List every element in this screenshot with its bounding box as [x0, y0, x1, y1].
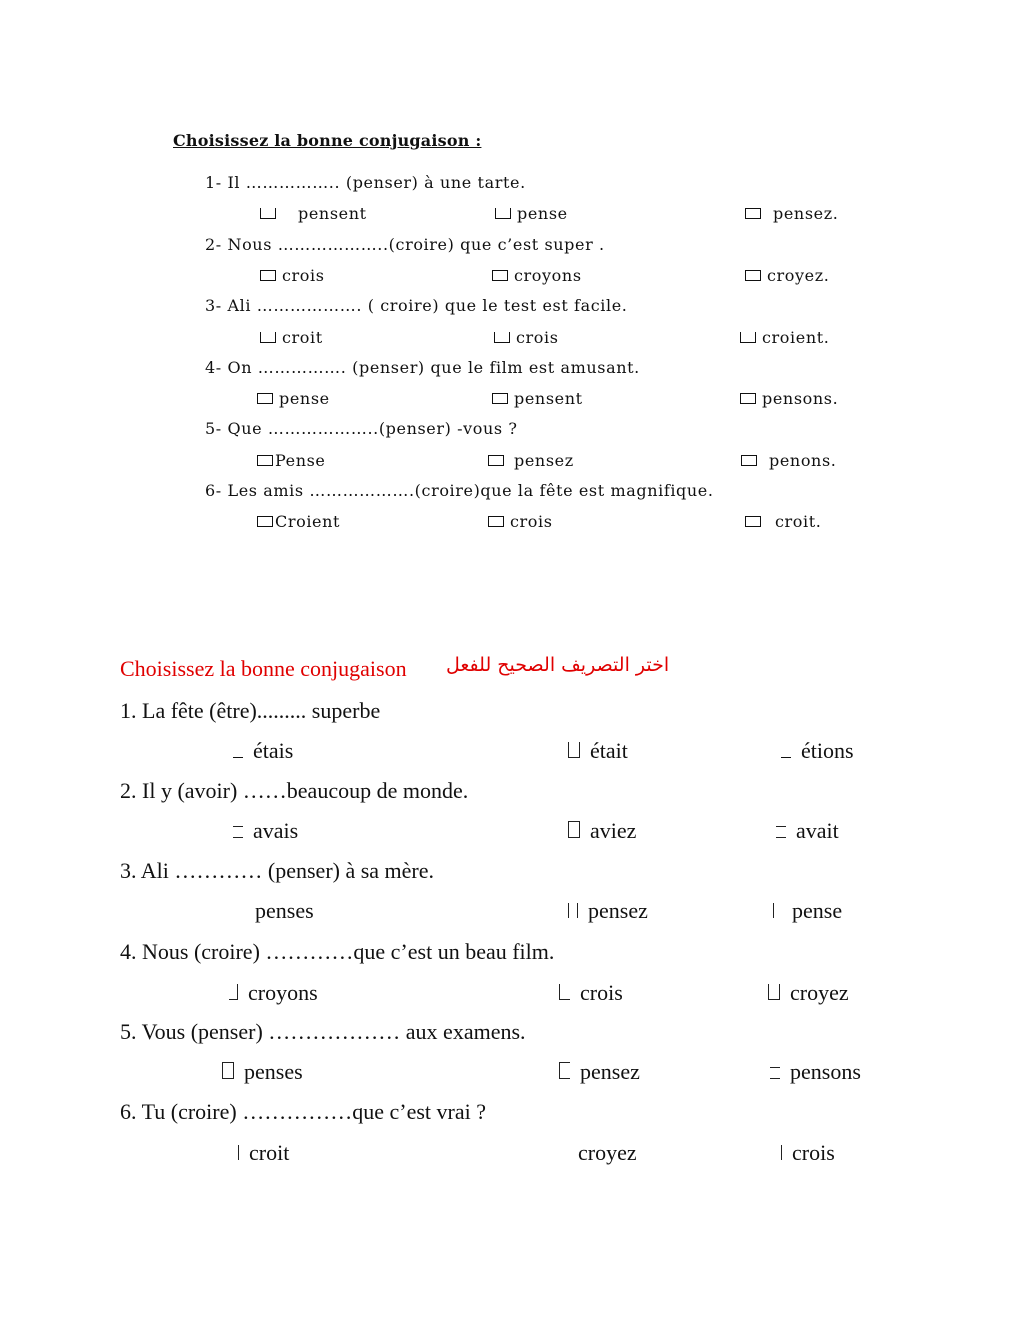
checkbox-icon[interactable] — [488, 455, 504, 466]
checkbox-icon[interactable] — [257, 455, 273, 466]
checkbox-icon[interactable] — [740, 393, 756, 404]
option-2-4-a[interactable]: croyons — [229, 980, 318, 1006]
checkbox-icon[interactable] — [568, 903, 578, 918]
question-1-6: 6- Les amis ……………….(croire)que la fête est magnifique. — [205, 481, 714, 500]
option-1-6-c[interactable]: croit. — [745, 512, 821, 531]
checkbox-icon[interactable] — [741, 455, 757, 466]
option-1-4-b[interactable]: pensent — [492, 389, 583, 408]
question-1-1: 1- Il …………….. (penser) à une tarte. — [205, 173, 526, 192]
checkbox-icon[interactable] — [745, 270, 761, 281]
option-2-2-c[interactable]: avait — [776, 818, 839, 844]
checkbox-icon[interactable] — [781, 1145, 784, 1160]
option-1-3-a[interactable]: croit — [260, 328, 323, 347]
checkbox-icon[interactable] — [770, 1067, 780, 1079]
option-2-3-b[interactable]: pensez — [568, 898, 648, 924]
option-2-6-b[interactable]: croyez — [578, 1140, 637, 1165]
checkbox-icon[interactable] — [492, 270, 508, 281]
option-2-5-a[interactable]: penses — [222, 1059, 303, 1085]
checkbox-icon[interactable] — [776, 826, 786, 838]
checkbox-icon[interactable] — [488, 516, 504, 527]
checkbox-icon[interactable] — [222, 1062, 234, 1079]
option-2-6-c[interactable]: crois — [781, 1140, 835, 1166]
option-1-3-c[interactable]: croient. — [740, 328, 829, 347]
checkbox-icon[interactable] — [745, 208, 761, 219]
question-2-2: 2. Il y (avoir) ……beaucoup de monde. — [120, 778, 469, 803]
question-1-4: 4- On ……………. (penser) que le film est amusant. — [205, 358, 640, 377]
option-2-6-a[interactable]: croit — [238, 1140, 289, 1166]
option-2-2-a[interactable]: avais — [233, 818, 298, 844]
question-2-1: 1. La fête (être)......... superbe — [120, 698, 381, 723]
question-1-3: 3- Ali ………………. ( croire) que le test est facile. — [205, 296, 628, 315]
checkbox-icon[interactable] — [260, 208, 276, 219]
checkbox-icon[interactable] — [494, 332, 510, 343]
option-1-1-a[interactable]: pensent — [260, 204, 367, 223]
option-2-1-c[interactable]: étions — [781, 738, 854, 764]
option-2-4-c[interactable]: croyez — [768, 980, 849, 1006]
option-2-1-b[interactable]: était — [568, 738, 628, 764]
question-2-5: 5. Vous (penser) ……………… aux examens. — [120, 1019, 526, 1044]
option-1-5-b[interactable]: pensez — [488, 451, 574, 470]
checkbox-icon[interactable] — [492, 393, 508, 404]
checkbox-icon[interactable] — [260, 332, 276, 343]
checkbox-icon[interactable] — [559, 984, 570, 1000]
question-2-4: 4. Nous (croire) …………que c’est un beau film. — [120, 939, 555, 964]
option-1-1-c[interactable]: pensez. — [745, 204, 838, 223]
checkbox-icon[interactable] — [495, 208, 511, 219]
option-1-4-c[interactable]: pensons. — [740, 389, 838, 408]
checkbox-icon[interactable] — [745, 516, 761, 527]
option-1-3-b[interactable]: crois — [494, 328, 559, 347]
checkbox-icon[interactable] — [233, 755, 243, 758]
checkbox-icon[interactable] — [257, 516, 273, 527]
option-2-5-b[interactable]: pensez — [559, 1059, 640, 1085]
option-1-2-c[interactable]: croyez. — [745, 266, 829, 285]
question-1-5: 5- Que ………………..(penser) -vous ? — [205, 419, 518, 438]
question-1-2: 2- Nous ………………..(croire) que c’est super . — [205, 235, 605, 254]
option-1-2-a[interactable]: crois — [260, 266, 325, 285]
option-2-3-c[interactable]: pense — [773, 898, 842, 924]
checkbox-icon[interactable] — [233, 826, 243, 838]
checkbox-icon[interactable] — [781, 755, 791, 758]
option-1-1-b[interactable]: pense — [495, 204, 568, 223]
exercise-2-title-arabic: اختر التصريف الصحيح للفعل — [446, 654, 670, 676]
option-2-5-c[interactable]: pensons — [770, 1059, 861, 1085]
option-2-2-b[interactable]: aviez — [568, 818, 636, 844]
option-1-5-a[interactable]: Pense — [257, 451, 326, 470]
checkbox-icon[interactable] — [568, 742, 580, 758]
checkbox-icon[interactable] — [229, 984, 238, 1000]
option-2-4-b[interactable]: crois — [559, 980, 623, 1006]
checkbox-icon[interactable] — [740, 332, 756, 343]
option-2-3-a[interactable]: penses — [255, 898, 314, 923]
option-1-4-a[interactable]: pense — [257, 389, 330, 408]
checkbox-icon[interactable] — [568, 821, 580, 838]
exercise-1-title: Choisissez la bonne conjugaison : — [173, 131, 482, 150]
checkbox-icon[interactable] — [238, 1145, 241, 1160]
option-2-1-a[interactable]: étais — [233, 738, 293, 764]
option-1-6-a[interactable]: Croient — [257, 512, 340, 531]
question-2-6: 6. Tu (croire) ……………que c’est vrai ? — [120, 1099, 486, 1124]
checkbox-icon[interactable] — [257, 393, 273, 404]
checkbox-icon[interactable] — [559, 1062, 570, 1079]
exercise-2-title: Choisissez la bonne conjugaison — [120, 656, 407, 681]
option-1-5-c[interactable]: penons. — [741, 451, 836, 470]
option-1-2-b[interactable]: croyons — [492, 266, 582, 285]
option-1-6-b[interactable]: crois — [488, 512, 553, 531]
checkbox-icon[interactable] — [768, 984, 780, 1000]
question-2-3: 3. Ali ………… (penser) à sa mère. — [120, 858, 435, 883]
checkbox-icon[interactable] — [773, 903, 776, 918]
checkbox-icon[interactable] — [260, 270, 276, 281]
